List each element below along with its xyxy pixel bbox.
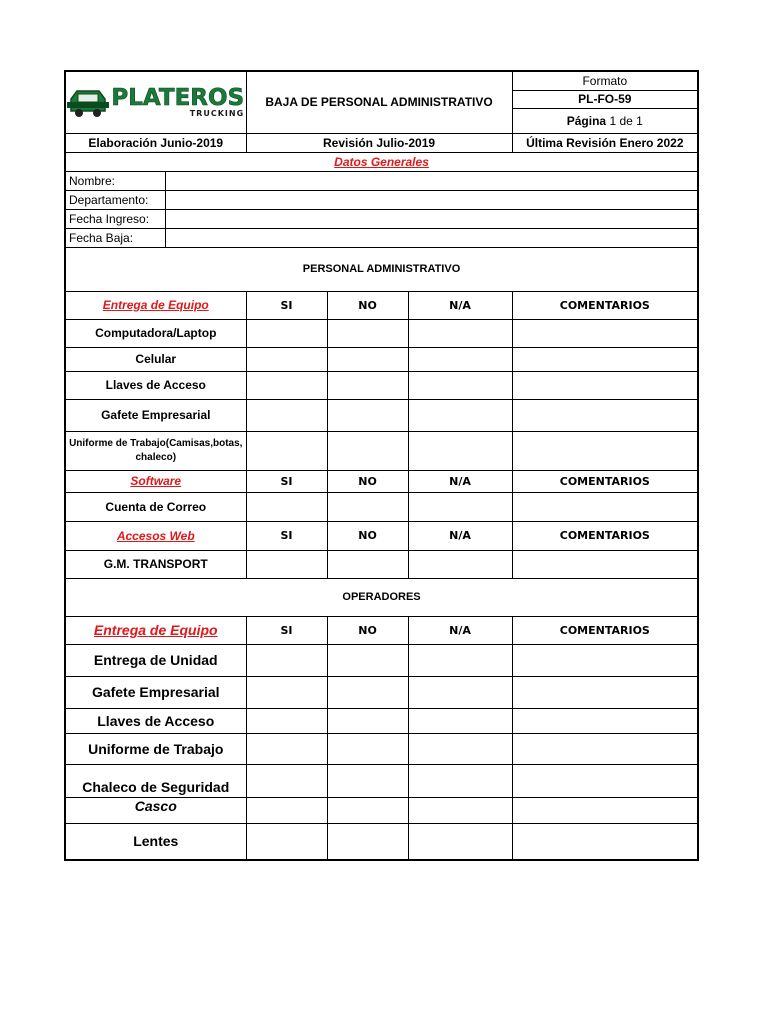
pagina-cell bbox=[512, 108, 698, 133]
comentarios-cell[interactable] bbox=[512, 676, 698, 708]
si-cell[interactable] bbox=[246, 708, 327, 733]
item-label: Celular bbox=[65, 347, 246, 371]
table-row bbox=[65, 764, 698, 797]
comentarios-cell[interactable] bbox=[512, 823, 698, 860]
no-cell[interactable] bbox=[327, 764, 408, 797]
comentarios-cell[interactable] bbox=[512, 399, 698, 431]
table-row bbox=[65, 492, 698, 521]
no-cell[interactable] bbox=[327, 644, 408, 676]
item-label: Casco bbox=[65, 797, 246, 823]
item-label: Lentes bbox=[65, 823, 246, 860]
col-comentarios: COMENTARIOS bbox=[512, 616, 698, 644]
operadores-equipo-header bbox=[65, 616, 246, 644]
col-comentarios: COMENTARIOS bbox=[512, 470, 698, 492]
no-cell[interactable] bbox=[327, 347, 408, 371]
company-logo bbox=[66, 77, 246, 127]
na-cell[interactable] bbox=[408, 347, 512, 371]
operadores-title: OPERADORES bbox=[65, 578, 698, 616]
col-na: N/A bbox=[408, 616, 512, 644]
col-si: SI bbox=[246, 616, 327, 644]
item-label: Cuenta de Correo bbox=[65, 492, 246, 521]
formato-label: Formato bbox=[512, 71, 698, 90]
table-row bbox=[65, 708, 698, 733]
item-label: Gafete Empresarial bbox=[65, 399, 246, 431]
col-si: SI bbox=[246, 521, 327, 550]
table-row bbox=[65, 733, 698, 764]
item-label: Chaleco de Seguridad bbox=[65, 764, 246, 797]
col-no: NO bbox=[327, 616, 408, 644]
na-cell[interactable] bbox=[408, 492, 512, 521]
comentarios-cell[interactable] bbox=[512, 431, 698, 470]
si-cell[interactable] bbox=[246, 733, 327, 764]
form-title: BAJA DE PERSONAL ADMINISTRATIVO bbox=[246, 71, 512, 133]
col-na: N/A bbox=[408, 291, 512, 319]
col-si: SI bbox=[246, 470, 327, 492]
si-cell[interactable] bbox=[246, 399, 327, 431]
software-header bbox=[65, 470, 246, 492]
no-cell[interactable] bbox=[327, 492, 408, 521]
comentarios-cell[interactable] bbox=[512, 644, 698, 676]
na-cell[interactable] bbox=[408, 764, 512, 797]
na-cell[interactable] bbox=[408, 797, 512, 823]
col-comentarios: COMENTARIOS bbox=[512, 291, 698, 319]
table-row bbox=[65, 319, 698, 347]
si-cell[interactable] bbox=[246, 823, 327, 860]
na-cell[interactable] bbox=[408, 823, 512, 860]
personal-administrativo-title: PERSONAL ADMINISTRATIVO bbox=[65, 247, 698, 291]
truck-emblem-icon bbox=[67, 85, 109, 119]
si-cell[interactable] bbox=[246, 764, 327, 797]
pagina-value: 1 de 1 bbox=[609, 113, 643, 128]
fecha-baja-label: Fecha Baja: bbox=[65, 228, 165, 247]
comentarios-cell[interactable] bbox=[512, 733, 698, 764]
item-label: Computadora/Laptop bbox=[65, 319, 246, 347]
logo-text: PLATEROS bbox=[111, 84, 245, 111]
si-cell[interactable] bbox=[246, 644, 327, 676]
departamento-label: Departamento: bbox=[65, 190, 165, 209]
na-cell[interactable] bbox=[408, 431, 512, 470]
col-na: N/A bbox=[408, 470, 512, 492]
datos-generales-header bbox=[65, 152, 698, 171]
no-cell[interactable] bbox=[327, 676, 408, 708]
col-no: NO bbox=[327, 470, 408, 492]
na-cell[interactable] bbox=[408, 371, 512, 399]
table-row bbox=[65, 371, 698, 399]
item-label: Uniforme de Trabajo(Camisas,botas, chaleco) bbox=[65, 431, 246, 470]
logo-cell bbox=[65, 71, 246, 133]
comentarios-cell[interactable] bbox=[512, 764, 698, 797]
form-code: PL-FO-59 bbox=[512, 90, 698, 108]
table-row bbox=[65, 644, 698, 676]
elaboracion-date: Elaboración Junio-2019 bbox=[65, 133, 246, 152]
item-label: Entrega de Unidad bbox=[65, 644, 246, 676]
table-row bbox=[65, 431, 698, 470]
accesos-web-title: Accesos Web bbox=[116, 528, 195, 543]
table-row bbox=[65, 797, 698, 823]
item-label: Uniforme de Trabajo bbox=[65, 733, 246, 764]
col-comentarios: COMENTARIOS bbox=[512, 521, 698, 550]
operadores-equipo-title: Entrega de Equipo bbox=[93, 622, 218, 638]
na-cell[interactable] bbox=[408, 708, 512, 733]
no-cell[interactable] bbox=[327, 708, 408, 733]
comentarios-cell[interactable] bbox=[512, 319, 698, 347]
col-no: NO bbox=[327, 291, 408, 319]
datos-generales-title: Datos Generales bbox=[334, 154, 429, 169]
equipo-header bbox=[65, 291, 246, 319]
fecha-ingreso-label: Fecha Ingreso: bbox=[65, 209, 165, 228]
na-cell[interactable] bbox=[408, 644, 512, 676]
form-table bbox=[64, 70, 699, 861]
item-label: Gafete Empresarial bbox=[65, 676, 246, 708]
form-sheet bbox=[64, 70, 697, 861]
no-cell[interactable] bbox=[327, 371, 408, 399]
nombre-label: Nombre: bbox=[65, 171, 165, 190]
table-row bbox=[65, 676, 698, 708]
logo-subtext: TRUCKING bbox=[189, 108, 245, 118]
si-cell[interactable] bbox=[246, 550, 327, 578]
si-cell[interactable] bbox=[246, 371, 327, 399]
si-cell[interactable] bbox=[246, 319, 327, 347]
si-cell[interactable] bbox=[246, 797, 327, 823]
departamento-field[interactable] bbox=[165, 190, 698, 209]
comentarios-cell[interactable] bbox=[512, 347, 698, 371]
revision-date: Revisión Julio-2019 bbox=[246, 133, 512, 152]
no-cell[interactable] bbox=[327, 431, 408, 470]
item-label: G.M. TRANSPORT bbox=[65, 550, 246, 578]
si-cell[interactable] bbox=[246, 431, 327, 470]
col-na: N/A bbox=[408, 521, 512, 550]
no-cell[interactable] bbox=[327, 733, 408, 764]
comentarios-cell[interactable] bbox=[512, 708, 698, 733]
nombre-field[interactable] bbox=[165, 171, 698, 190]
table-row bbox=[65, 823, 698, 860]
table-row bbox=[65, 550, 698, 578]
ultima-revision-date: Última Revisión Enero 2022 bbox=[512, 133, 698, 152]
comentarios-cell[interactable] bbox=[512, 797, 698, 823]
comentarios-cell[interactable] bbox=[512, 371, 698, 399]
no-cell[interactable] bbox=[327, 319, 408, 347]
table-row bbox=[65, 399, 698, 431]
na-cell[interactable] bbox=[408, 319, 512, 347]
comentarios-cell[interactable] bbox=[512, 550, 698, 578]
software-title: Software bbox=[130, 474, 182, 488]
comentarios-cell[interactable] bbox=[512, 492, 698, 521]
accesos-web-header bbox=[65, 521, 246, 550]
no-cell[interactable] bbox=[327, 823, 408, 860]
fecha-ingreso-field[interactable] bbox=[165, 209, 698, 228]
item-label: Llaves de Acceso bbox=[65, 708, 246, 733]
si-cell[interactable] bbox=[246, 492, 327, 521]
col-no: NO bbox=[327, 521, 408, 550]
na-cell[interactable] bbox=[408, 733, 512, 764]
fecha-baja-field[interactable] bbox=[165, 228, 698, 247]
na-cell[interactable] bbox=[408, 399, 512, 431]
na-cell[interactable] bbox=[408, 550, 512, 578]
item-label: Llaves de Acceso bbox=[65, 371, 246, 399]
col-si: SI bbox=[246, 291, 327, 319]
no-cell[interactable] bbox=[327, 797, 408, 823]
no-cell[interactable] bbox=[327, 550, 408, 578]
pagina-label: Página bbox=[566, 113, 607, 128]
si-cell[interactable] bbox=[246, 676, 327, 708]
no-cell[interactable] bbox=[327, 399, 408, 431]
na-cell[interactable] bbox=[408, 676, 512, 708]
si-cell[interactable] bbox=[246, 347, 327, 371]
equipo-title: Entrega de Equipo bbox=[102, 298, 209, 312]
table-row bbox=[65, 347, 698, 371]
